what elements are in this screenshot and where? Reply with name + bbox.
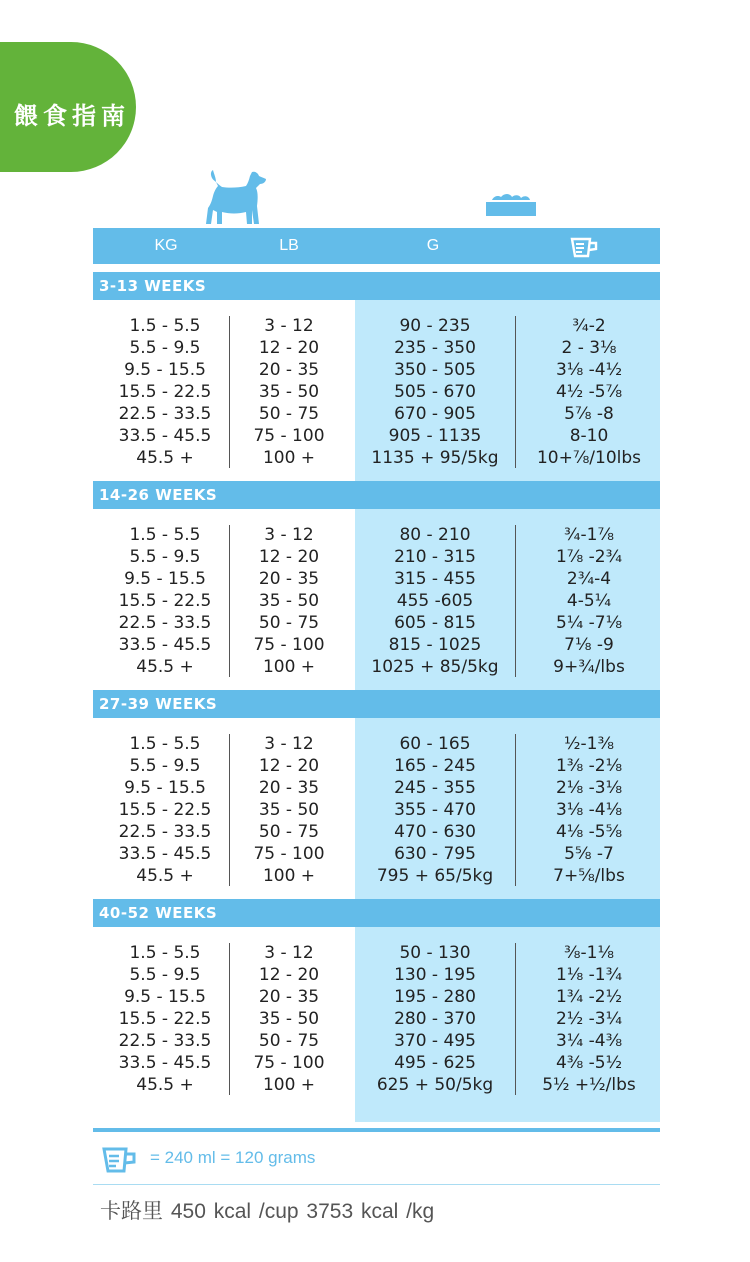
age-section-body — [93, 927, 660, 1122]
table-cell: 9.5 - 15.5 — [124, 778, 206, 798]
table-cell: 9.5 - 15.5 — [124, 360, 206, 380]
table-cell: 33.5 - 45.5 — [118, 1053, 212, 1073]
table-cell: 35 - 50 — [258, 591, 320, 611]
feeding-guide-title: 餵食指南 — [14, 102, 130, 130]
table-cell: 795 + 65/5kg — [376, 866, 494, 886]
header-g: G — [426, 237, 440, 254]
table-cell: 12 - 20 — [258, 338, 320, 358]
table-cell: 75 - 100 — [253, 1053, 325, 1073]
table-cell: 2⅛ -3⅛ — [555, 778, 623, 798]
age-section — [93, 899, 660, 1122]
table-cell: 3 - 12 — [264, 316, 314, 336]
table-cell: 1025 + 85/5kg — [371, 657, 499, 677]
grams-column — [355, 733, 515, 887]
table-cell: 630 - 795 — [394, 844, 476, 864]
table-cell: 3 - 12 — [264, 525, 314, 545]
table-cell: 195 - 280 — [394, 987, 476, 1007]
table-cell: 22.5 - 33.5 — [118, 1031, 212, 1051]
age-section — [93, 690, 660, 899]
grams-column — [355, 942, 515, 1096]
table-cell: 75 - 100 — [253, 426, 325, 446]
table-cell: 2½ -3¼ — [555, 1009, 623, 1029]
table-cell: 470 - 630 — [394, 822, 476, 842]
table-cell: 75 - 100 — [253, 635, 325, 655]
table-cell: 245 - 355 — [394, 778, 476, 798]
age-section — [93, 481, 660, 690]
table-cell: ¾-1⅞ — [564, 525, 614, 545]
table-cell: 35 - 50 — [258, 1009, 320, 1029]
table-cell: 4⅜ -5½ — [555, 1053, 623, 1073]
table-cell: 5.5 - 9.5 — [129, 338, 201, 358]
feeding-table — [93, 228, 660, 1122]
table-cell: 355 - 470 — [394, 800, 476, 820]
table-cell: 1.5 - 5.5 — [129, 943, 201, 963]
table-cell: 7+⅝/lbs — [553, 866, 625, 886]
measuring-cup-icon — [102, 1146, 136, 1174]
table-cell: 280 - 370 — [394, 1009, 476, 1029]
table-cell: 22.5 - 33.5 — [118, 613, 212, 633]
table-cell: 100 + — [262, 1075, 316, 1095]
table-cell: 20 - 35 — [258, 569, 320, 589]
table-cell: ⅜-1⅛ — [564, 943, 614, 963]
table-cell: 35 - 50 — [258, 382, 320, 402]
table-cell: 9+¾/lbs — [553, 657, 625, 677]
table-cell: 1.5 - 5.5 — [129, 316, 201, 336]
table-cell: 5.5 - 9.5 — [129, 756, 201, 776]
cups-column — [519, 733, 659, 887]
table-cell: 22.5 - 33.5 — [118, 404, 212, 424]
table-cell: 9.5 - 15.5 — [124, 987, 206, 1007]
age-section — [93, 272, 660, 481]
table-cell: ½-1⅜ — [564, 734, 614, 754]
table-cell: 235 - 350 — [394, 338, 476, 358]
age-section-body — [93, 300, 660, 481]
table-cell: 15.5 - 22.5 — [118, 800, 212, 820]
age-section-body — [93, 718, 660, 899]
table-header — [93, 228, 660, 264]
table-cell: 1⅜ -2⅛ — [555, 756, 623, 776]
table-cell: 33.5 - 45.5 — [118, 426, 212, 446]
lb-column — [229, 315, 349, 469]
table-cell: 5.5 - 9.5 — [129, 547, 201, 567]
table-cell: 22.5 - 33.5 — [118, 822, 212, 842]
table-cell: 905 - 1135 — [388, 426, 482, 446]
age-section-title: 3-13 WEEKS — [93, 272, 660, 300]
table-cell: 5½ +½/lbs — [542, 1075, 636, 1095]
grams-column — [355, 524, 515, 678]
table-cell: 3¼ -4⅜ — [555, 1031, 623, 1051]
table-cell: 60 - 165 — [399, 734, 471, 754]
table-cell: 20 - 35 — [258, 987, 320, 1007]
cup-conversion-note: = 240 ml = 120 grams — [150, 1148, 316, 1167]
table-cell: 50 - 75 — [258, 404, 320, 424]
bowl-icon — [484, 192, 538, 218]
age-section-title: 27-39 WEEKS — [93, 690, 660, 718]
table-cell: 1⅛ -1¾ — [555, 965, 623, 985]
kg-column — [93, 315, 237, 469]
age-section-title: 14-26 WEEKS — [93, 481, 660, 509]
table-cell: 12 - 20 — [258, 965, 320, 985]
table-cell: 75 - 100 — [253, 844, 325, 864]
calorie-info: 卡路里 450 kcal /cup 3753 kcal /kg — [100, 1200, 435, 1223]
table-cell: 625 + 50/5kg — [376, 1075, 494, 1095]
table-cell: 495 - 625 — [394, 1053, 476, 1073]
cups-column — [519, 524, 659, 678]
table-cell: 50 - 75 — [258, 613, 320, 633]
table-cell: 45.5 + — [136, 448, 194, 468]
table-cell: 1⅞ -2¾ — [555, 547, 623, 567]
table-cell: 100 + — [262, 866, 316, 886]
table-cell: 10+⅞/10lbs — [536, 448, 642, 468]
cups-column — [519, 942, 659, 1096]
table-cell: 50 - 75 — [258, 822, 320, 842]
table-cell: 2¾-4 — [566, 569, 612, 589]
table-cell: 315 - 455 — [394, 569, 476, 589]
column-divider — [515, 525, 516, 677]
column-divider — [229, 316, 230, 468]
table-cell: 20 - 35 — [258, 778, 320, 798]
table-cell: 100 + — [262, 448, 316, 468]
table-cell: 5¼ -7⅛ — [555, 613, 623, 633]
table-cell: 50 - 75 — [258, 1031, 320, 1051]
table-cell: 165 - 245 — [394, 756, 476, 776]
table-cell: 12 - 20 — [258, 756, 320, 776]
column-divider — [229, 943, 230, 1095]
table-cell: 12 - 20 — [258, 547, 320, 567]
table-cell: 100 + — [262, 657, 316, 677]
table-cell: 5⅞ -8 — [564, 404, 614, 424]
table-cell: 815 - 1025 — [388, 635, 482, 655]
table-cell: 20 - 35 — [258, 360, 320, 380]
table-cell: 35 - 50 — [258, 800, 320, 820]
table-bottom-line — [93, 1128, 660, 1132]
cups-column — [519, 315, 659, 469]
table-cell: 33.5 - 45.5 — [118, 844, 212, 864]
table-cell: 7⅛ -9 — [564, 635, 614, 655]
table-cell: 3⅛ -4⅛ — [555, 800, 623, 820]
lb-column — [229, 524, 349, 678]
table-cell: 3 - 12 — [264, 943, 314, 963]
table-cell: 350 - 505 — [394, 360, 476, 380]
table-cell: 210 - 315 — [394, 547, 476, 567]
table-cell: 5.5 - 9.5 — [129, 965, 201, 985]
column-divider — [515, 943, 516, 1095]
table-cell: 370 - 495 — [394, 1031, 476, 1051]
column-divider — [229, 734, 230, 886]
table-cell: 455 -605 — [396, 591, 474, 611]
table-cell: 3⅛ -4½ — [555, 360, 623, 380]
table-cell: 9.5 - 15.5 — [124, 569, 206, 589]
table-cell: 15.5 - 22.5 — [118, 1009, 212, 1029]
column-divider — [229, 525, 230, 677]
dog-icon — [200, 170, 268, 226]
table-cell: 5⅝ -7 — [564, 844, 614, 864]
table-cell: 4-5¼ — [566, 591, 612, 611]
table-cell: 2 - 3⅛ — [561, 338, 617, 358]
table-cell: 1.5 - 5.5 — [129, 734, 201, 754]
table-cell: 1.5 - 5.5 — [129, 525, 201, 545]
table-cell: 45.5 + — [136, 1075, 194, 1095]
table-cell: 15.5 - 22.5 — [118, 591, 212, 611]
age-section-body — [93, 509, 660, 690]
measuring-cup-icon — [570, 236, 598, 258]
table-cell: 45.5 + — [136, 657, 194, 677]
column-divider — [515, 316, 516, 468]
grams-column — [355, 315, 515, 469]
table-cell: 670 - 905 — [394, 404, 476, 424]
table-cell: 1¾ -2½ — [555, 987, 623, 1007]
column-divider — [515, 734, 516, 886]
table-cell: 505 - 670 — [394, 382, 476, 402]
table-cell: 45.5 + — [136, 866, 194, 886]
table-cell: 8-10 — [569, 426, 609, 446]
table-cell: 80 - 210 — [399, 525, 471, 545]
table-cell: 130 - 195 — [394, 965, 476, 985]
table-cell: 4⅛ -5⅝ — [555, 822, 623, 842]
table-cell: 605 - 815 — [394, 613, 476, 633]
lb-column — [229, 733, 349, 887]
table-cell: 15.5 - 22.5 — [118, 382, 212, 402]
kg-column — [93, 733, 237, 887]
footer-divider — [93, 1184, 660, 1185]
table-cell: 1135 + 95/5kg — [371, 448, 499, 468]
kg-column — [93, 942, 237, 1096]
kg-column — [93, 524, 237, 678]
table-cell: 33.5 - 45.5 — [118, 635, 212, 655]
table-cell: ¾-2 — [572, 316, 606, 336]
age-section-title: 40-52 WEEKS — [93, 899, 660, 927]
table-cell: 50 - 130 — [399, 943, 471, 963]
table-cell: 4½ -5⅞ — [555, 382, 623, 402]
header-lb: LB — [279, 237, 299, 254]
header-kg: KG — [154, 237, 178, 254]
table-cell: 90 - 235 — [399, 316, 471, 336]
lb-column — [229, 942, 349, 1096]
table-cell: 3 - 12 — [264, 734, 314, 754]
